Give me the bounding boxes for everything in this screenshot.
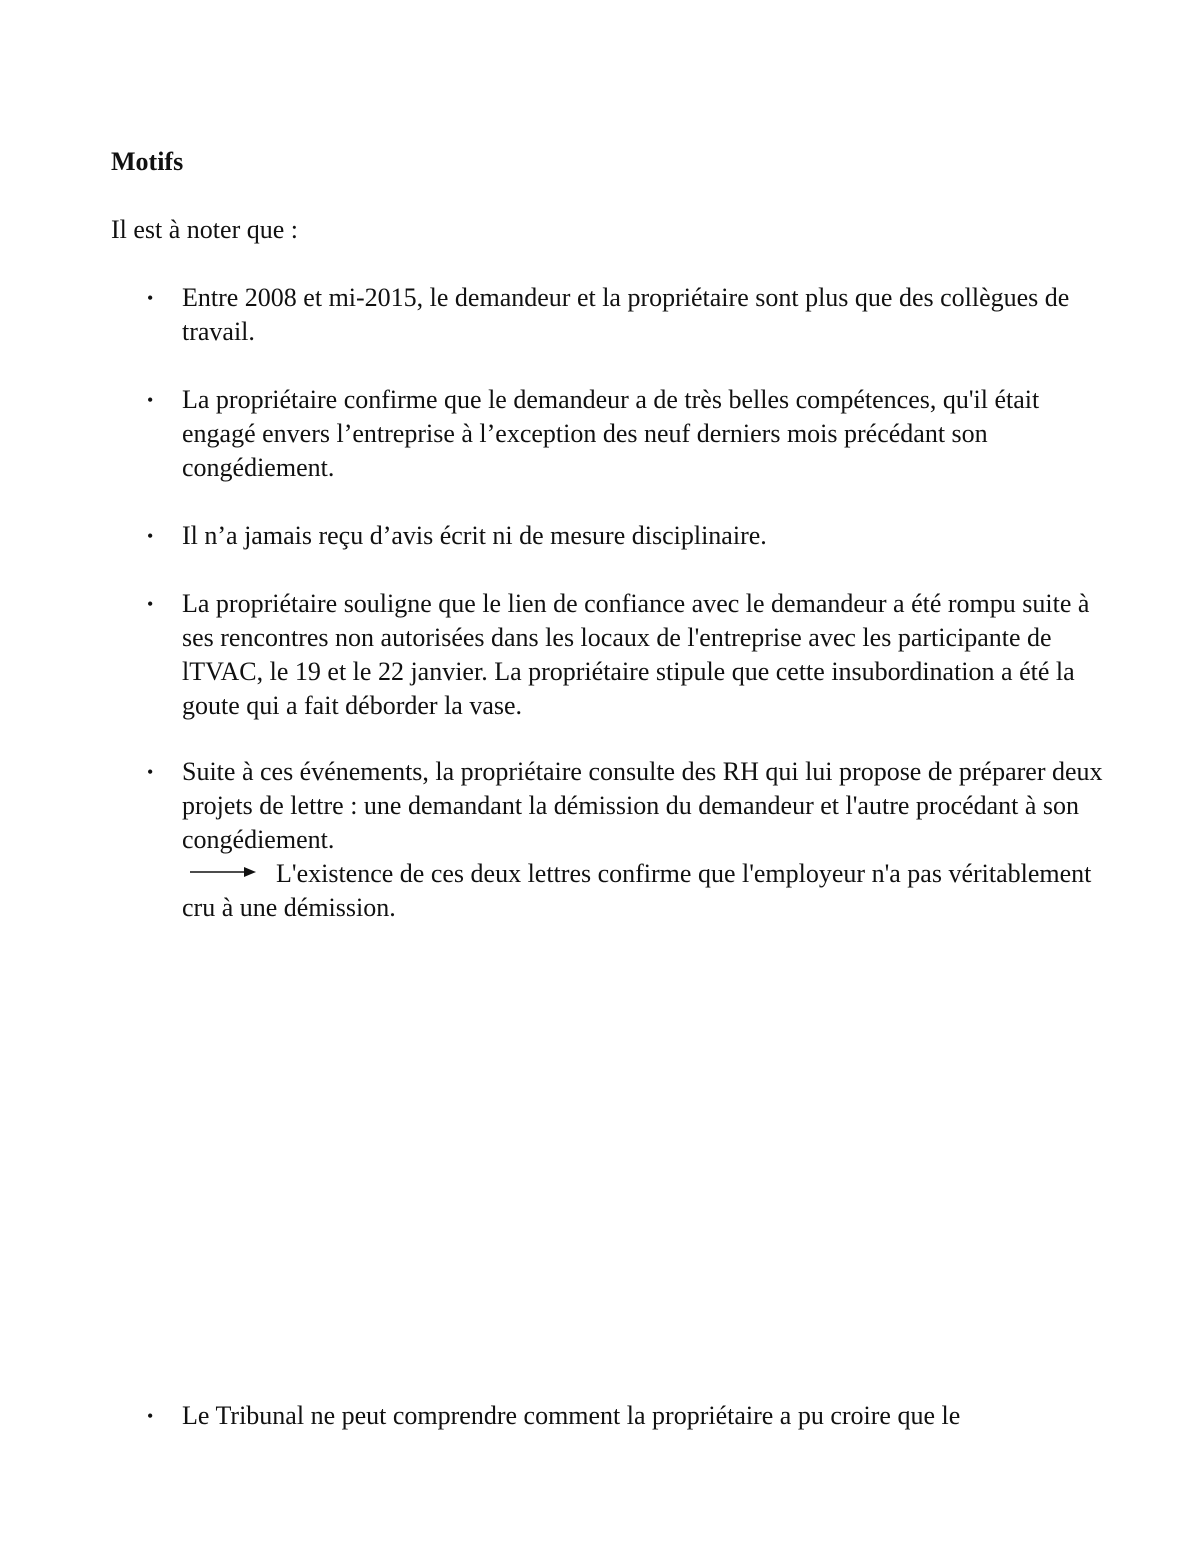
list-item-text: La propriétaire confirme que le demandeur a de très belles compétences, qu'il était engagé envers l’entreprise à l’exception des neuf derniers mois précédant son congédiement. (182, 385, 1040, 482)
list-item-body (182, 755, 1112, 925)
bullet-icon: • (147, 288, 154, 308)
bullet-icon: • (147, 526, 154, 546)
list-item-text: Le Tribunal ne peut comprendre comment la propriétaire a pu croire que le (182, 1401, 961, 1430)
right-arrow-icon (188, 862, 258, 882)
list-item-text: La propriétaire souligne que le lien de confiance avec le demandeur a été rompu suite à ses rencontres non autorisées dans les locaux de l'entreprise avec les participante de lTVAC, le 19 et le 22 janvier. La propriétaire stipule que cette insubordination a été la goute qui a fait déborder la vase. (182, 589, 1090, 720)
list-item-text: Suite à ces événements, la propriétaire consulte des RH qui lui propose de préparer deux projets de lettre : une demandant la démission du demandeur et l'autre procédant à son congédiement. (182, 757, 1103, 854)
bullet-icon: • (147, 390, 154, 410)
section-heading: Motifs (111, 147, 184, 176)
arrow-note-text: L'existence de ces deux lettres confirme que l'employeur n'a pas véritablement cru à une démission. (182, 859, 1092, 922)
arrow-note (182, 857, 1112, 925)
list-item-text: Entre 2008 et mi-2015, le demandeur et la propriétaire sont plus que des collègues de travail. (182, 283, 1070, 346)
bullet-icon: • (147, 594, 154, 614)
list-item-text: Il n’a jamais reçu d’avis écrit ni de mesure disciplinaire. (182, 521, 767, 550)
bullet-icon: • (147, 1406, 154, 1426)
bullet-icon: • (147, 762, 154, 782)
intro-text: Il est à noter que : (111, 215, 298, 244)
